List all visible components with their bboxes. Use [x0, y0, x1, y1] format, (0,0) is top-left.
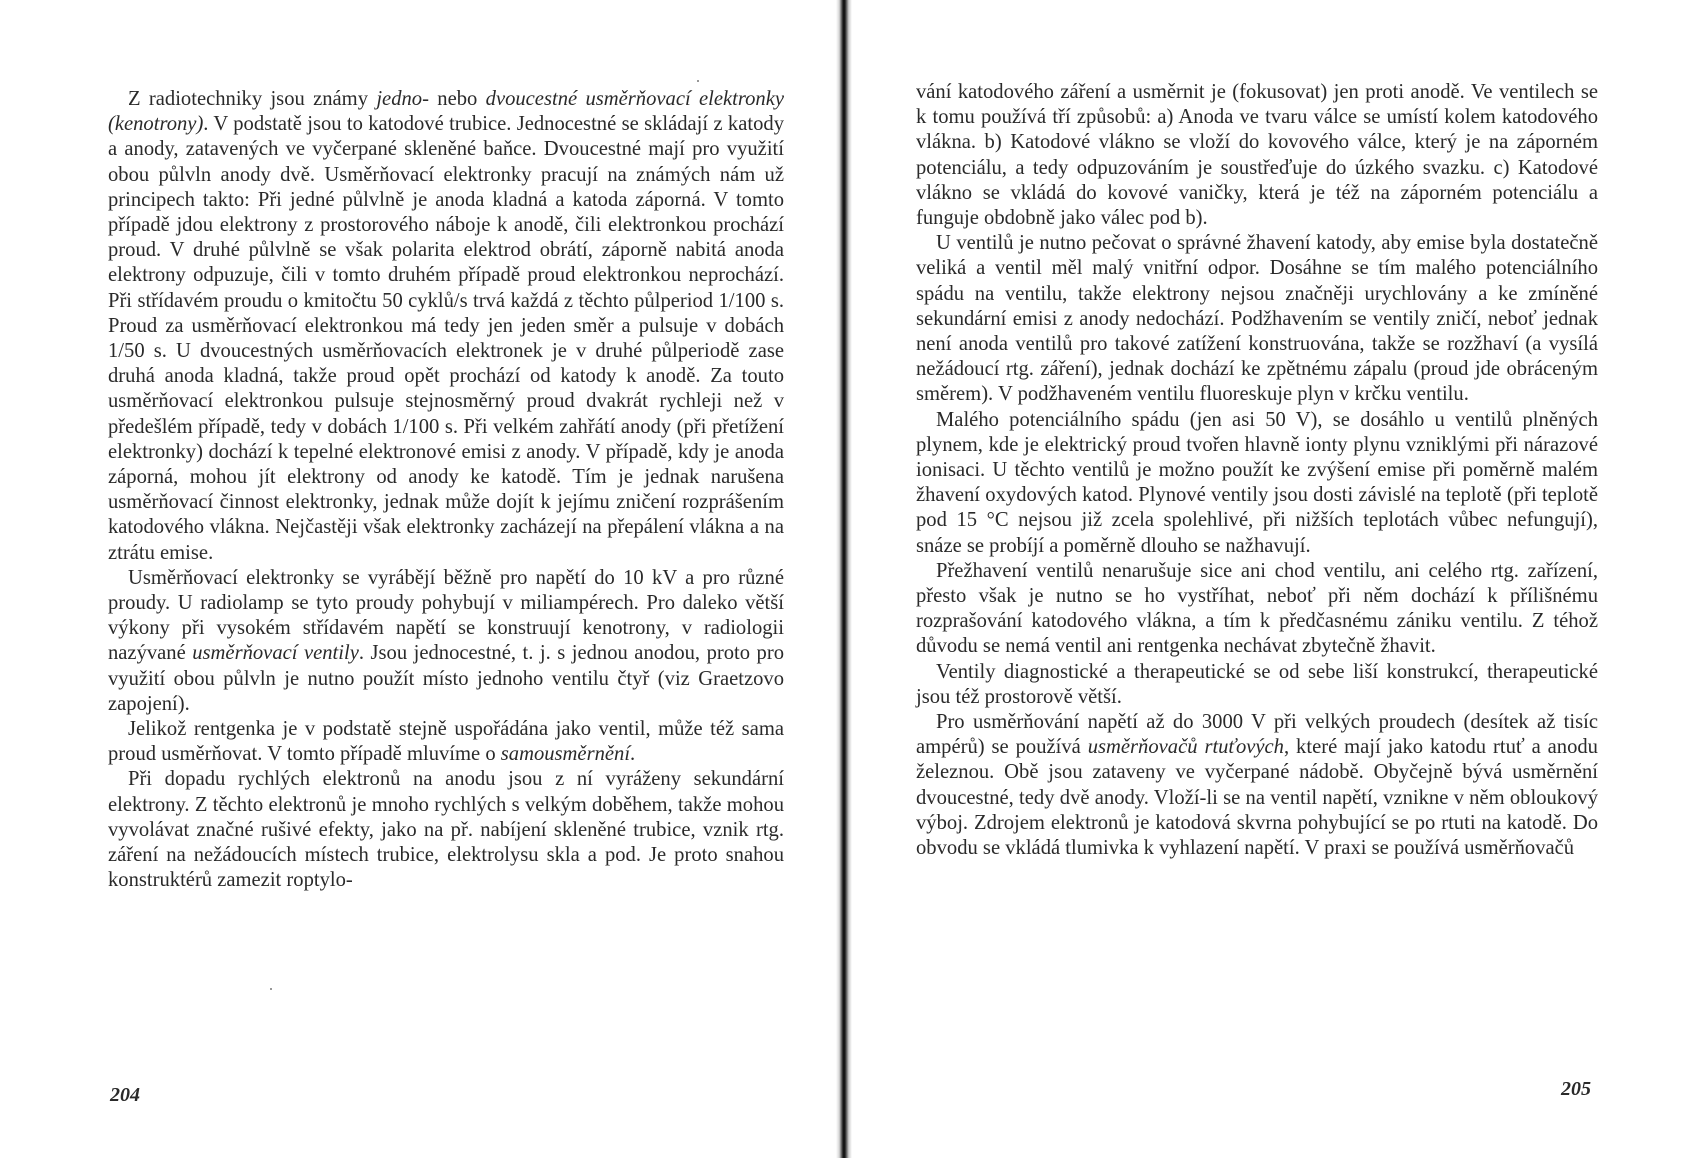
right-page-number: 205	[1561, 1078, 1591, 1100]
paragraph	[916, 559, 1598, 660]
emphasized-text: usměrňovací ventily	[192, 642, 359, 665]
right-page	[852, 0, 1695, 1158]
left-page-number: 204	[110, 1084, 140, 1106]
paragraph	[108, 87, 784, 566]
paragraph-text: Pro usměrňování napětí až do 3000 V při velkých proudech (desítek až tisíc ampérů) se používá	[916, 711, 1598, 759]
paragraph	[916, 408, 1598, 559]
paragraph-text: Malého potenciálního spádu (jen asi 50 V), se dosáhlo u ventilů plněných plynem, kde je elektrický proud tvořen hlavně ionty plynu vzniklými při nárazové ionisaci. U těchto ventilů je možno použít ke zvýšení emise při poměrně malém žhavení oxydových katod. Plynové ventily jsou dosti závislé na teplotě (při teplotě pod 15 °C nejsou již zcela spolehlivé, při nižších teplotách vůbec nefungují), snáze se probíjí a poměrně dlouho se nažhavují.	[916, 408, 1598, 557]
paragraph-text: U ventilů je nutno pečovat o správné žhavení katody, aby emise byla dostatečně veliká a ventil měl malý vnitřní odpor. Dosáhne se tím malého potenciálního spádu na ventilu, takže elektrony nejsou značněji urychlovány a ke zmíněné sekundární emisi z anody nedochází. Podžhavením se ventily zničí, neboť jednak není anoda ventilů pro takové zatížení konstruována, takže se rozžhaví (a vysílá nežádoucí rtg. záření), jednak dochází ke zpětnému zápalu (proud jde obráceným směrem). V podžhaveném ventilu fluoreskuje plyn v krčku ventilu.	[916, 232, 1598, 406]
left-page	[0, 0, 838, 1158]
emphasized-text: dvoucestné usměrňovací elektronky (kenotrony)	[108, 88, 784, 136]
paragraph-text: , které mají jako katodu rtuť a anodu železnou. Obě jsou zataveny ve vyčerpané nádobě. Obyčejně bývá usměrnění dvoucestné, tedy dvě anody. Vloží-li se na ventil napětí, vznikne v něm obloukový výboj. Zdrojem elektronů je katodová skvrna pohybující se po rtuti na katodě. Do obvodu se vkládá tlumivka k vyhlazení napětí. V praxi se používá usměrňovačů	[916, 736, 1598, 860]
paragraph	[916, 80, 1598, 231]
print-speck	[697, 80, 699, 82]
paragraph	[108, 717, 784, 767]
paragraph-text: .	[630, 743, 636, 766]
paragraph-text: nebo	[428, 88, 486, 110]
paragraph	[108, 767, 784, 893]
print-speck	[270, 988, 272, 990]
paragraph	[916, 231, 1598, 407]
emphasized-text: jedno-	[376, 88, 429, 110]
paragraph-text: . Jsou jednocestné, t. j. s jednou anodou, proto pro využití obou půlvln je nutno použít místo jednoho ventilu čtyř (viz Graetzovo zapojení).	[108, 642, 784, 715]
paragraph	[916, 710, 1598, 861]
book-spine	[836, 0, 852, 1158]
paragraph-text: Z radiotechniky jsou známy	[128, 88, 377, 110]
paragraph-text: . V podstatě jsou to katodové trubice. Jednocestné se skládají z katody a anody, zatavených ve vyčerpané skleněné baňce. Dvoucestné mají pro využití obou půlvln anody dvě. Usměrňovací elektronky pracují na známých nám už principech takto: Při jedné půlvlně je anoda kladná a katoda záporná. V tomto případě jdou elektrony z prostorového náboje k anodě, čili elektronkou prochází proud. V druhé půlvlně se však polarita elektrod obrátí, záporně nabitá anoda elektrony odpuzuje, čili v tomto druhém případě proud elektronkou neprochází. Při střídavém proudu o kmitočtu 50 cyklů/s trvá každá z těchto půlperiod 1/100 s. Proud za usměrňovací elektronkou má tedy jen jeden směr a pulsuje v dobách 1/50 s. U dvoucestných usměrňovacích elektronek je v druhé půlperiodě zase druhá anoda kladná, takže proud opět prochází od katody k anodě. Za touto usměrňovací elektronkou pulsuje stejnosměrný proud dvakrát rychleji než v předešlém případě, tedy v dobách 1/100 s. Při velkém zahřátí anody (při přetížení elektronky) dochází k tepelné elektronové emisi z anody. V případě, kdy je anoda záporná, mohou jít elektrony od anody ke katodě. Tím je jednak narušena usměrňovací činnost elektronky, jednak může dojít k jejímu zničení rozprášením katodového vlákna. Nejčastěji však elektronky zacházejí na přepálení vlákna a na ztrátu emise.	[108, 113, 784, 564]
emphasized-text: samousměrnění	[500, 743, 631, 766]
right-page-body	[916, 80, 1598, 861]
left-page-body	[108, 87, 784, 894]
paragraph	[916, 660, 1598, 710]
emphasized-text: usměrňovačů rtuťových	[1087, 736, 1284, 759]
paragraph-text: Při dopadu rychlých elektronů na anodu jsou z ní vyráženy sekundární elektrony. Z těchto elektronů je mnoho rychlých s velkým doběhem, takže mohou vyvolávat značné rušivé efekty, jako na př. nabíjení skleněné trubice, vznik rtg. záření na nežádoucích místech trubice, elektrolysu skla a pod. Je proto snahou konstruktérů zamezit roptylo-	[108, 768, 784, 892]
paragraph-text: vání katodového záření a usměrnit je (fokusovat) jen proti anodě. Ve ventilech se k tomu používá tří způsobů: a) Anoda ve tvaru válce se umístí kolem katodového vlákna. b) Katodové vlákno se vloží do kovového válce, který je na záporném potenciálu, a tedy odpuzováním je soustřeďuje do úzkého svazku. c) Katodové vlákno se vkládá do kovové vaničky, která je též na záporném potenciálu a funguje obdobně jako válec pod b).	[916, 81, 1598, 230]
paragraph-text: Přežhavení ventilů nenarušuje sice ani chod ventilu, ani celého rtg. zařízení, přesto však je nutno se ho vystříhat, neboť při něm dochází k přílišnému rozprašování katodového vlákna, a tím k předčasnému zániku ventilu. Z téhož důvodu se nemá ventil ani rentgenka nechávat zbytečně žhavit.	[916, 559, 1598, 658]
paragraph-text: Ventily diagnostické a therapeutické se od sebe liší konstrukcí, therapeutické jsou též prostorově větší.	[916, 660, 1598, 708]
paragraph-text: Usměrňovací elektronky se vyrábějí běžně pro napětí do 10 kV a pro různé proudy. U radiolamp se tyto proudy pohybují v miliampérech. Pro daleko větší výkony při vysokém střídavém napětí se konstruují kenotrony, v radiologii nazývané	[108, 566, 784, 665]
paragraph-text: Jelikož rentgenka je v podstatě stejně uspořádána jako ventil, může též sama proud usměrňovat. V tomto případě mluvíme o	[108, 718, 784, 766]
paragraph	[108, 566, 784, 717]
